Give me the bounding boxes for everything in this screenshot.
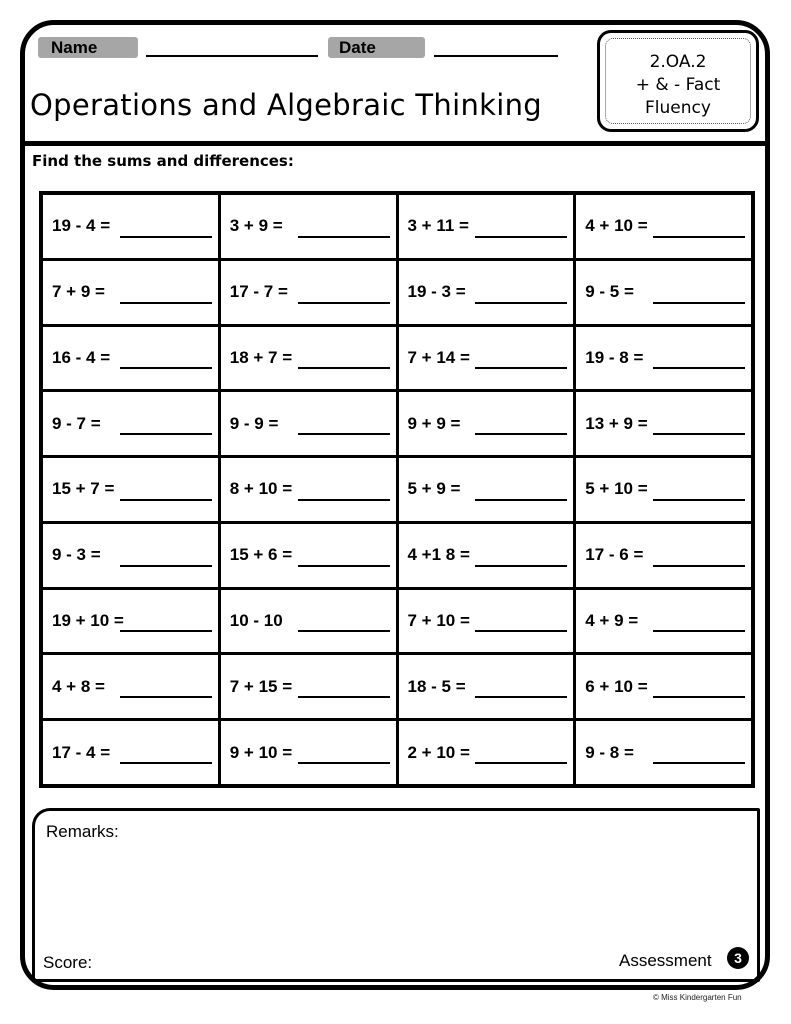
answer-line[interactable]	[298, 433, 390, 435]
date-label: Date	[328, 37, 425, 58]
problem-text: 9 - 3 =	[52, 545, 101, 565]
problem-cell[interactable]	[576, 590, 751, 653]
answer-line[interactable]	[120, 499, 212, 501]
problem-text: 2 + 10 =	[407, 742, 470, 762]
problem-text: 8 + 10 =	[229, 479, 293, 499]
problem-cell[interactable]	[576, 524, 751, 587]
answer-line[interactable]	[475, 433, 567, 435]
problem-text: 7 + 14 =	[407, 347, 470, 367]
problem-text: 4 + 10 =	[585, 216, 648, 236]
answer-line[interactable]	[298, 762, 390, 764]
name-label: Name	[38, 37, 138, 58]
answer-line[interactable]	[475, 499, 567, 501]
problem-text: 9 - 8 =	[585, 742, 634, 762]
answer-line[interactable]	[298, 302, 390, 304]
problem-cell[interactable]	[43, 590, 218, 653]
standard-line-2: + & - Fact	[635, 75, 721, 95]
problem-text: 10 - 10	[229, 611, 283, 631]
answer-line[interactable]	[120, 367, 212, 369]
problem-text: 16 - 4 =	[52, 347, 111, 367]
answer-line[interactable]	[475, 367, 567, 369]
problem-cell[interactable]	[576, 655, 751, 718]
problem-cell[interactable]	[221, 458, 396, 521]
problem-text: 4 +1 8 =	[407, 545, 470, 565]
problem-cell[interactable]	[43, 458, 218, 521]
standard-code: 2.OA.2	[649, 52, 707, 72]
copyright-text: © Miss Kindergarten Fun	[653, 993, 742, 1002]
problem-text: 18 - 5 =	[407, 676, 466, 696]
answer-line[interactable]	[120, 565, 212, 567]
problem-cell[interactable]	[221, 392, 396, 455]
problem-text: 7 + 15 =	[229, 676, 293, 696]
problem-cell[interactable]	[221, 327, 396, 390]
problem-cell[interactable]	[399, 195, 574, 258]
answer-line[interactable]	[475, 696, 567, 698]
standard-text	[600, 51, 756, 120]
problem-text: 19 - 3 =	[407, 282, 466, 302]
problem-cell[interactable]	[399, 327, 574, 390]
answer-line[interactable]	[475, 762, 567, 764]
problem-text: 18 + 7 =	[229, 347, 293, 367]
problem-cell[interactable]	[576, 458, 751, 521]
problem-text: 4 + 8 =	[52, 676, 105, 696]
answer-line[interactable]	[298, 696, 390, 698]
answer-line[interactable]	[120, 302, 212, 304]
problem-cell[interactable]	[43, 327, 218, 390]
answer-line[interactable]	[120, 630, 212, 632]
answer-line[interactable]	[653, 696, 745, 698]
problem-cell[interactable]	[399, 392, 574, 455]
answer-line[interactable]	[653, 630, 745, 632]
problem-cell[interactable]	[43, 392, 218, 455]
name-write-line[interactable]	[146, 55, 318, 57]
standard-badge	[597, 30, 759, 132]
problem-cell[interactable]	[221, 655, 396, 718]
answer-line[interactable]	[120, 433, 212, 435]
problem-cell[interactable]	[576, 327, 751, 390]
answer-line[interactable]	[120, 696, 212, 698]
problem-text: 9 - 5 =	[585, 282, 634, 302]
problem-text: 19 - 8 =	[585, 347, 644, 367]
problem-text: 6 + 10 =	[585, 676, 648, 696]
problem-cell[interactable]	[399, 261, 574, 324]
problem-cell[interactable]	[43, 655, 218, 718]
remarks-label: Remarks:	[46, 822, 119, 841]
page-title: Operations and Algebraic Thinking	[30, 88, 542, 122]
problem-grid	[39, 191, 755, 788]
problem-text: 19 + 10 =	[52, 611, 124, 631]
header-divider	[22, 141, 769, 146]
answer-line[interactable]	[298, 367, 390, 369]
problem-text: 9 + 9 =	[407, 413, 461, 433]
answer-line[interactable]	[653, 499, 745, 501]
answer-line[interactable]	[298, 630, 390, 632]
answer-line[interactable]	[298, 565, 390, 567]
problem-text: 4 + 9 =	[585, 611, 639, 631]
answer-line[interactable]	[475, 302, 567, 304]
problem-text: 17 - 7 =	[229, 282, 288, 302]
answer-line[interactable]	[475, 565, 567, 567]
problem-text: 13 + 9 =	[585, 413, 648, 433]
answer-line[interactable]	[298, 236, 390, 238]
problem-text: 17 - 4 =	[52, 742, 111, 762]
problem-text: 7 + 9 =	[52, 282, 105, 302]
problem-cell[interactable]	[43, 524, 218, 587]
answer-line[interactable]	[653, 302, 745, 304]
answer-line[interactable]	[475, 236, 567, 238]
problem-cell[interactable]	[576, 721, 751, 784]
instructions: Find the sums and differences:	[32, 152, 294, 170]
problem-cell[interactable]	[43, 195, 218, 258]
problem-text: 3 + 11 =	[407, 216, 469, 236]
answer-line[interactable]	[653, 367, 745, 369]
problem-text: 17 - 6 =	[585, 545, 644, 565]
answer-line[interactable]	[653, 762, 745, 764]
problem-cell[interactable]	[576, 261, 751, 324]
answer-line[interactable]	[653, 565, 745, 567]
standard-line-3: Fluency	[645, 98, 711, 118]
problem-text: 3 + 9 =	[229, 216, 283, 236]
assessment-number-badge: 3	[727, 947, 749, 969]
problem-text: 15 + 7 =	[52, 479, 115, 499]
problem-text: 19 - 4 =	[52, 216, 111, 236]
score-label: Score:	[43, 953, 93, 972]
answer-line[interactable]	[120, 762, 212, 764]
problem-text: 9 + 10 =	[229, 742, 293, 762]
assessment-label: Assessment	[619, 951, 712, 970]
problem-cell[interactable]	[221, 721, 396, 784]
problem-cell[interactable]	[43, 261, 218, 324]
problem-cell[interactable]	[221, 195, 396, 258]
problem-cell[interactable]	[221, 524, 396, 587]
problem-cell[interactable]	[399, 458, 574, 521]
problem-cell[interactable]	[399, 590, 574, 653]
problem-cell[interactable]	[576, 195, 751, 258]
problem-cell[interactable]	[221, 261, 396, 324]
answer-line[interactable]	[475, 630, 567, 632]
answer-line[interactable]	[653, 433, 745, 435]
problem-cell[interactable]	[399, 721, 574, 784]
problem-text: 7 + 10 =	[407, 611, 470, 631]
problem-text: 9 - 9 =	[229, 413, 279, 433]
problem-cell[interactable]	[43, 721, 218, 784]
problem-cell[interactable]	[399, 655, 574, 718]
problem-text: 9 - 7 =	[52, 413, 101, 433]
problem-text: 5 + 9 =	[407, 479, 461, 499]
answer-line[interactable]	[298, 499, 390, 501]
problem-cell[interactable]	[576, 392, 751, 455]
date-write-line[interactable]	[434, 55, 558, 57]
answer-line[interactable]	[653, 236, 745, 238]
answer-line[interactable]	[120, 236, 212, 238]
problem-cell[interactable]	[399, 524, 574, 587]
problem-text: 5 + 10 =	[585, 479, 648, 499]
problem-text: 15 + 6 =	[229, 545, 293, 565]
problem-cell[interactable]	[221, 590, 396, 653]
